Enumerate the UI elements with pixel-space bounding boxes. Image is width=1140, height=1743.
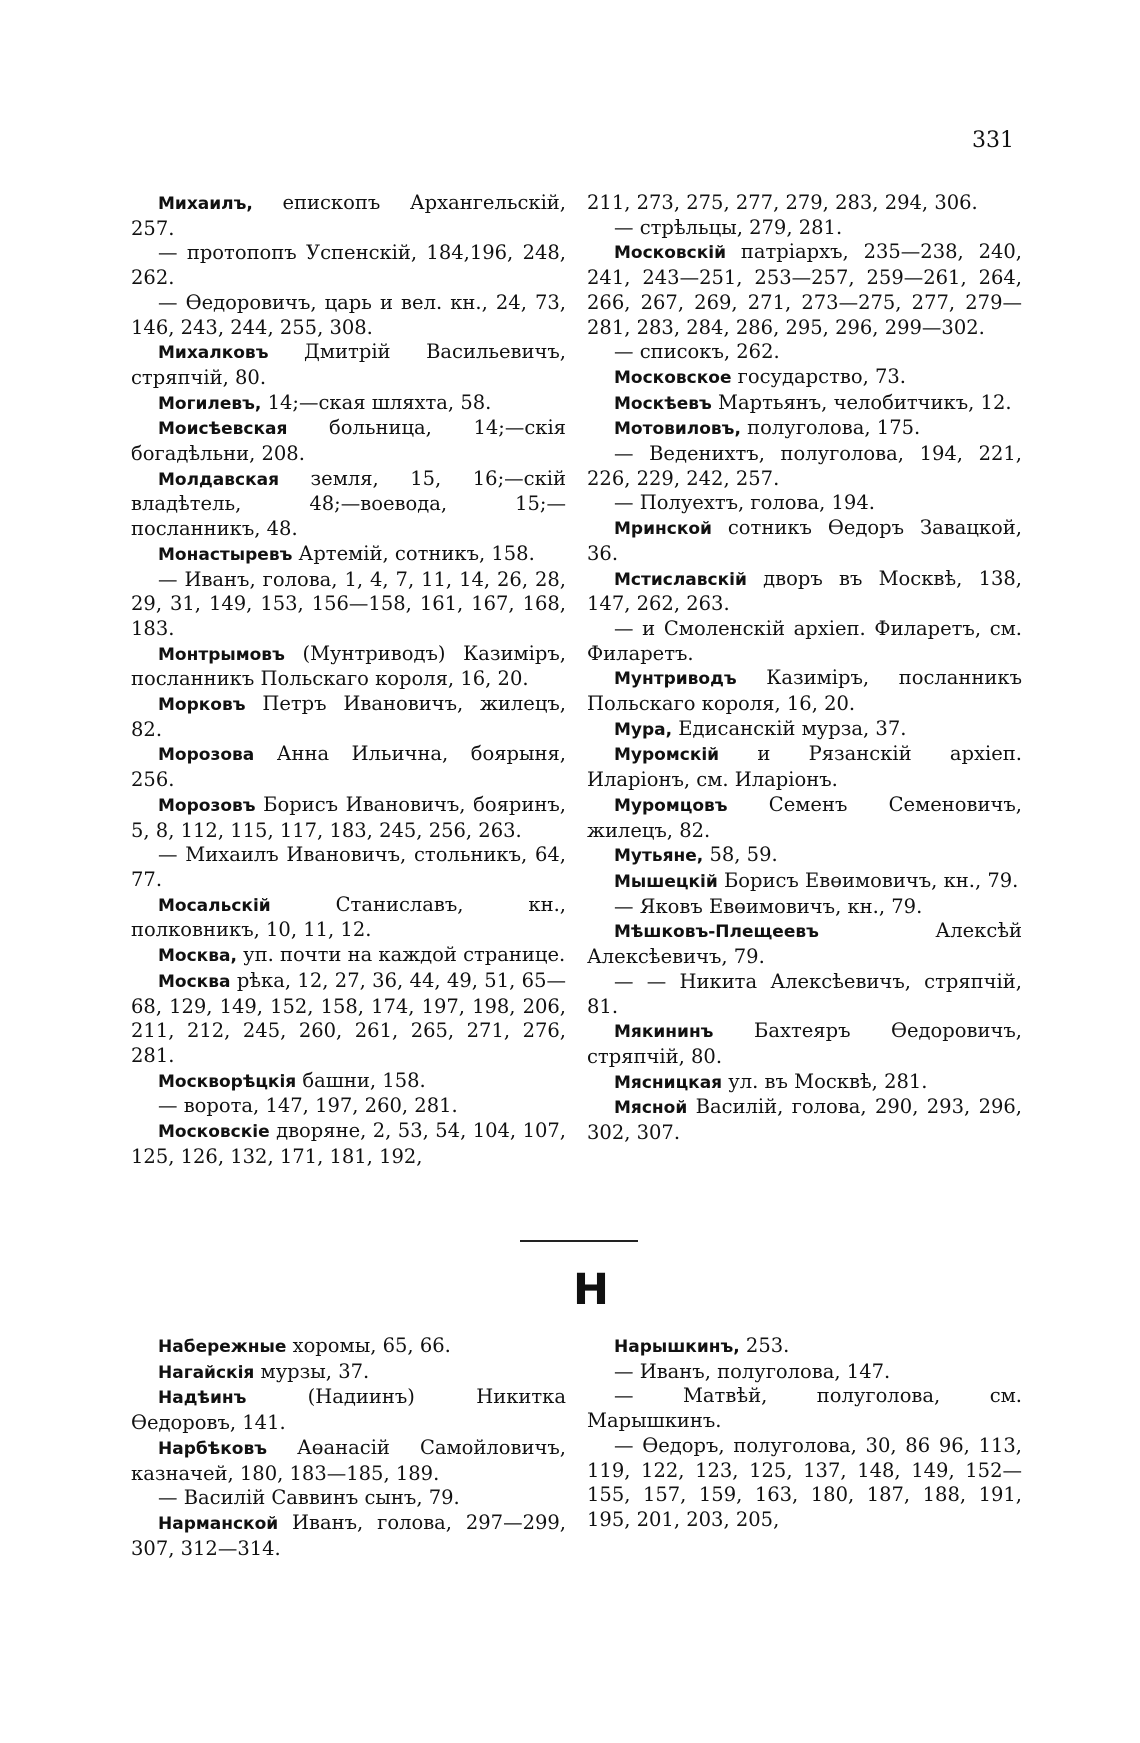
- index-entry: [587, 919, 1022, 969]
- entry-headword: Нарманской: [158, 1513, 279, 1534]
- entry-text: — Полуехтъ, голова, 194.: [614, 491, 875, 515]
- entry-text: Иванъ, голова, 297—299, 307, 312—314.: [131, 1510, 566, 1560]
- entry-headword: Мура,: [614, 719, 673, 740]
- entry-text: хоромы, 65, 66.: [286, 1334, 451, 1357]
- index-entry: [131, 793, 566, 843]
- entry-text: — — Никита Алексѣевичъ, стряпчій, 81.: [587, 969, 1022, 1018]
- entry-text: 14;—ская шляхта, 58.: [261, 390, 492, 414]
- index-entry: [131, 542, 566, 568]
- index-entry: [587, 717, 1022, 743]
- index-entry: [131, 943, 566, 969]
- index-entry: [131, 742, 566, 792]
- entry-headword: Московскіе: [158, 1122, 270, 1143]
- entry-text: — ворота, 147, 197, 260, 281.: [158, 1094, 458, 1118]
- entry-headword: Мунтриводъ: [614, 669, 737, 690]
- entry-text: — Яковъ Евөимовичъ, кн., 79.: [614, 894, 923, 918]
- index-entry: [587, 1095, 1022, 1145]
- entry-text: Дмитрій Васильевичъ, стряпчій, 80.: [131, 340, 566, 389]
- section-letter-heading: Н: [573, 1265, 609, 1315]
- index-entry: [587, 191, 1022, 216]
- entry-text: полуголова, 175.: [740, 416, 921, 440]
- index-entry: [131, 1334, 566, 1360]
- entry-text: 211, 273, 275, 277, 279, 283, 294, 306.: [587, 191, 978, 214]
- index-entry: [587, 1384, 1022, 1433]
- entry-headword: Мосальскій: [158, 895, 271, 916]
- entry-text: — стрѣльцы, 279, 281.: [614, 215, 843, 239]
- entry-text: рѣка, 12, 27, 36, 44, 49, 51, 65—68, 129, 149, 152, 158, 174, 197, 198, 206, 211, 212, 245, 260, 261, 265, 271, 276, 281.: [131, 968, 566, 1067]
- entry-headword: Михалковъ: [158, 343, 269, 364]
- entry-text: — Өедоровичъ, царь и вел. кн., 24, 73, 146, 243, 244, 255, 308.: [131, 290, 566, 339]
- index-entry: [587, 869, 1022, 895]
- entry-text: 253.: [739, 1334, 790, 1357]
- index-entry: [587, 416, 1022, 442]
- index-entry: [587, 1019, 1022, 1069]
- entry-text: Станиславъ, кн., полковникъ, 10, 11, 12.: [131, 892, 566, 942]
- entry-text: государство, 73.: [731, 364, 906, 388]
- entry-text: Василій, голова, 290, 293, 296, 302, 307.: [587, 1095, 1022, 1145]
- entry-headword: Мясной: [614, 1098, 688, 1119]
- entry-headword: Москворѣцкія: [158, 1071, 297, 1092]
- index-entry: [587, 365, 1022, 391]
- entry-text: дворяне, 2, 53, 54, 104, 107, 125, 126, 132, 171, 181, 192,: [131, 1119, 566, 1168]
- entry-text: — списокъ, 262.: [614, 340, 780, 364]
- index-entry: [131, 568, 566, 642]
- index-entry: [587, 1434, 1022, 1533]
- entry-text: Борисъ Евөимовичъ, кн., 79.: [717, 868, 1019, 892]
- index-entry: [587, 742, 1022, 792]
- entry-text: дворъ въ Москвѣ, 138, 147, 262, 263.: [587, 566, 1022, 616]
- entry-text: Едисанскій мурза, 37.: [672, 716, 907, 740]
- entry-text: сотникъ Өедоръ Завацкой, 36.: [587, 516, 1022, 565]
- entry-text: патріархъ, 235—238, 240, 241, 243—251, 253—257, 259—261, 264, 266, 267, 269, 271, 273—275, 277, 279—281, 283, 284, 286, 295, 296, 299—302.: [587, 240, 1022, 339]
- entry-headword: Михаилъ,: [158, 194, 253, 214]
- index-entry: [131, 1360, 566, 1386]
- entry-text: Мартьянъ, челобитчикъ, 12.: [711, 390, 1012, 414]
- entry-text: — Матвѣй, полуголова, см. Марышкинъ.: [587, 1384, 1022, 1433]
- index-entry: [587, 895, 1022, 920]
- index-column-bottom-right: [587, 1334, 1022, 1533]
- index-entry: [131, 969, 566, 1069]
- index-entry: [587, 216, 1022, 241]
- entry-text: — и Смоленскій архіеп. Филаретъ, см. Филаретъ.: [587, 616, 1022, 665]
- entry-headword: Москѣевъ: [614, 393, 712, 414]
- entry-text: башни, 158.: [296, 1068, 426, 1092]
- index-entry: [131, 191, 566, 241]
- index-entry: [587, 340, 1022, 365]
- entry-text: — Иванъ, голова, 1, 4, 7, 11, 14, 26, 28, 29, 31, 149, 153, 156—158, 161, 167, 168, 183.: [131, 567, 566, 640]
- entry-headword: Московскій: [614, 243, 727, 264]
- index-entry: [131, 1436, 566, 1486]
- entry-text: ул. въ Москвѣ, 281.: [722, 1069, 928, 1093]
- entry-headword: Морозова: [158, 745, 255, 766]
- entry-text: (Надиинъ) Никитка Өедоровъ, 141.: [131, 1385, 566, 1435]
- index-entry: [131, 642, 566, 692]
- entry-headword: Мринской: [614, 519, 712, 540]
- entry-headword: Моисѣевская: [158, 419, 288, 440]
- entry-text: мурзы, 37.: [254, 1359, 370, 1383]
- index-entry: [587, 843, 1022, 869]
- entry-headword: Мясницкая: [614, 1072, 723, 1093]
- index-entry: [131, 1069, 566, 1095]
- entry-text: уп. почти на каждой странице.: [236, 943, 566, 967]
- index-entry: [587, 516, 1022, 566]
- entry-text: — Өедоръ, полуголова, 30, 86 96, 113, 119, 122, 123, 125, 137, 148, 149, 152—155, 157, 159, 163, 180, 187, 188, 191, 195, 201, 203, 205,: [587, 1433, 1022, 1531]
- entry-text: земля, 15, 16;—скій владѣтель, 48;—воевода, 15;—посланникъ, 48.: [131, 466, 566, 541]
- entry-headword: Морковъ: [158, 695, 246, 716]
- entry-headword: Мутьяне,: [614, 846, 704, 867]
- entry-headword: Нарышкинъ,: [614, 1337, 740, 1357]
- entry-headword: Мстиславскій: [614, 569, 747, 590]
- entry-headword: Нарбѣковъ: [158, 1438, 267, 1459]
- entry-headword: Мѣшковъ-Плещеевъ: [614, 922, 819, 943]
- index-entry: [131, 1119, 566, 1169]
- index-entry: [131, 241, 566, 290]
- index-entry: [131, 391, 566, 417]
- entry-headword: Надѣинъ: [158, 1388, 247, 1409]
- entry-text: — Василій Саввинъ сынъ, 79.: [158, 1486, 460, 1510]
- index-entry: [587, 970, 1022, 1019]
- index-entry: [131, 467, 566, 542]
- entry-headword: Московское: [614, 367, 732, 388]
- entry-text: Борисъ Ивановичъ, бояринъ, 5, 8, 112, 115, 117, 183, 245, 256, 263.: [131, 792, 566, 842]
- entry-text: Бахтеяръ Өедоровичъ, стряпчій, 80.: [587, 1019, 1022, 1068]
- entry-text: Артемій, сотникъ, 158.: [292, 541, 535, 565]
- index-column-bottom-left: [131, 1334, 566, 1561]
- entry-headword: Мотовиловъ,: [614, 419, 741, 440]
- entry-headword: Мякининъ: [614, 1022, 714, 1043]
- entry-text: епископъ Архангельскій, 257.: [131, 191, 566, 240]
- index-entry: [131, 291, 566, 340]
- entry-text: — Иванъ, полуголова, 147.: [614, 1359, 891, 1383]
- entry-headword: Набережные: [158, 1337, 287, 1357]
- entry-headword: Муромскій: [614, 745, 720, 766]
- entry-text: Казиміръ, посланникъ Польскаго короля, 16, 20.: [587, 666, 1022, 716]
- entry-text: Петръ Ивановичъ, жилецъ, 82.: [131, 692, 566, 741]
- page-number: 331: [972, 128, 1014, 153]
- entry-text: Аөанасій Самойловичъ, казначей, 180, 183—185, 189.: [131, 1435, 566, 1485]
- entry-text: Анна Ильична, боярыня, 256.: [131, 742, 566, 792]
- index-entry: [587, 1334, 1022, 1360]
- index-entry: [587, 666, 1022, 716]
- entry-headword: Могилевъ,: [158, 393, 262, 414]
- entry-headword: Муромцовъ: [614, 795, 728, 816]
- entry-headword: Москва,: [158, 946, 237, 967]
- entry-text: и Рязанскій архіеп. Иларіонъ, см. Иларіонъ.: [587, 742, 1022, 792]
- entry-headword: Нагайскія: [158, 1362, 255, 1383]
- entry-headword: Мышецкій: [614, 871, 718, 892]
- entry-text: — Веденихтъ, полуголова, 194, 221, 226, 229, 242, 257.: [587, 442, 1022, 490]
- index-entry: [587, 442, 1022, 491]
- entry-text: — Михаилъ Ивановичъ, стольникъ, 64, 77.: [131, 843, 566, 891]
- index-entry: [587, 1070, 1022, 1096]
- index-entry: [587, 391, 1022, 417]
- entry-text: больница, 14;—скія богадѣльни, 208.: [131, 416, 566, 466]
- entry-text: — протопопъ Успенскій, 184,196, 248, 262.: [131, 241, 566, 290]
- index-entry: [587, 1360, 1022, 1385]
- index-entry: [587, 567, 1022, 617]
- entry-headword: Морозовъ: [158, 795, 256, 816]
- index-column-top-right: [587, 191, 1022, 1146]
- index-entry: [131, 1385, 566, 1435]
- index-entry: [587, 793, 1022, 843]
- entry-headword: Монастыревъ: [158, 544, 293, 565]
- entry-headword: Монтрымовъ: [158, 644, 285, 665]
- index-entry: [131, 692, 566, 742]
- index-entry: [131, 1094, 566, 1119]
- index-column-top-left: [131, 191, 566, 1169]
- entry-headword: Москва: [158, 971, 231, 992]
- section-divider: [520, 1240, 638, 1242]
- entry-text: 58, 59.: [703, 843, 778, 867]
- index-entry: [131, 1486, 566, 1511]
- entry-text: Алексѣй Алексѣевичъ, 79.: [587, 919, 1022, 969]
- entry-text: Семенъ Семеновичъ, жилецъ, 82.: [587, 792, 1022, 842]
- entry-headword: Молдавская: [158, 469, 280, 490]
- index-entry: [587, 240, 1022, 340]
- index-entry: [587, 617, 1022, 666]
- index-entry: [131, 340, 566, 390]
- index-entry: [131, 416, 566, 466]
- index-entry: [131, 893, 566, 943]
- index-entry: [131, 1511, 566, 1561]
- index-entry: [587, 491, 1022, 516]
- entry-text: (Мунтриводъ) Казиміръ, посланникъ Польскаго короля, 16, 20.: [131, 641, 566, 691]
- index-entry: [131, 843, 566, 892]
